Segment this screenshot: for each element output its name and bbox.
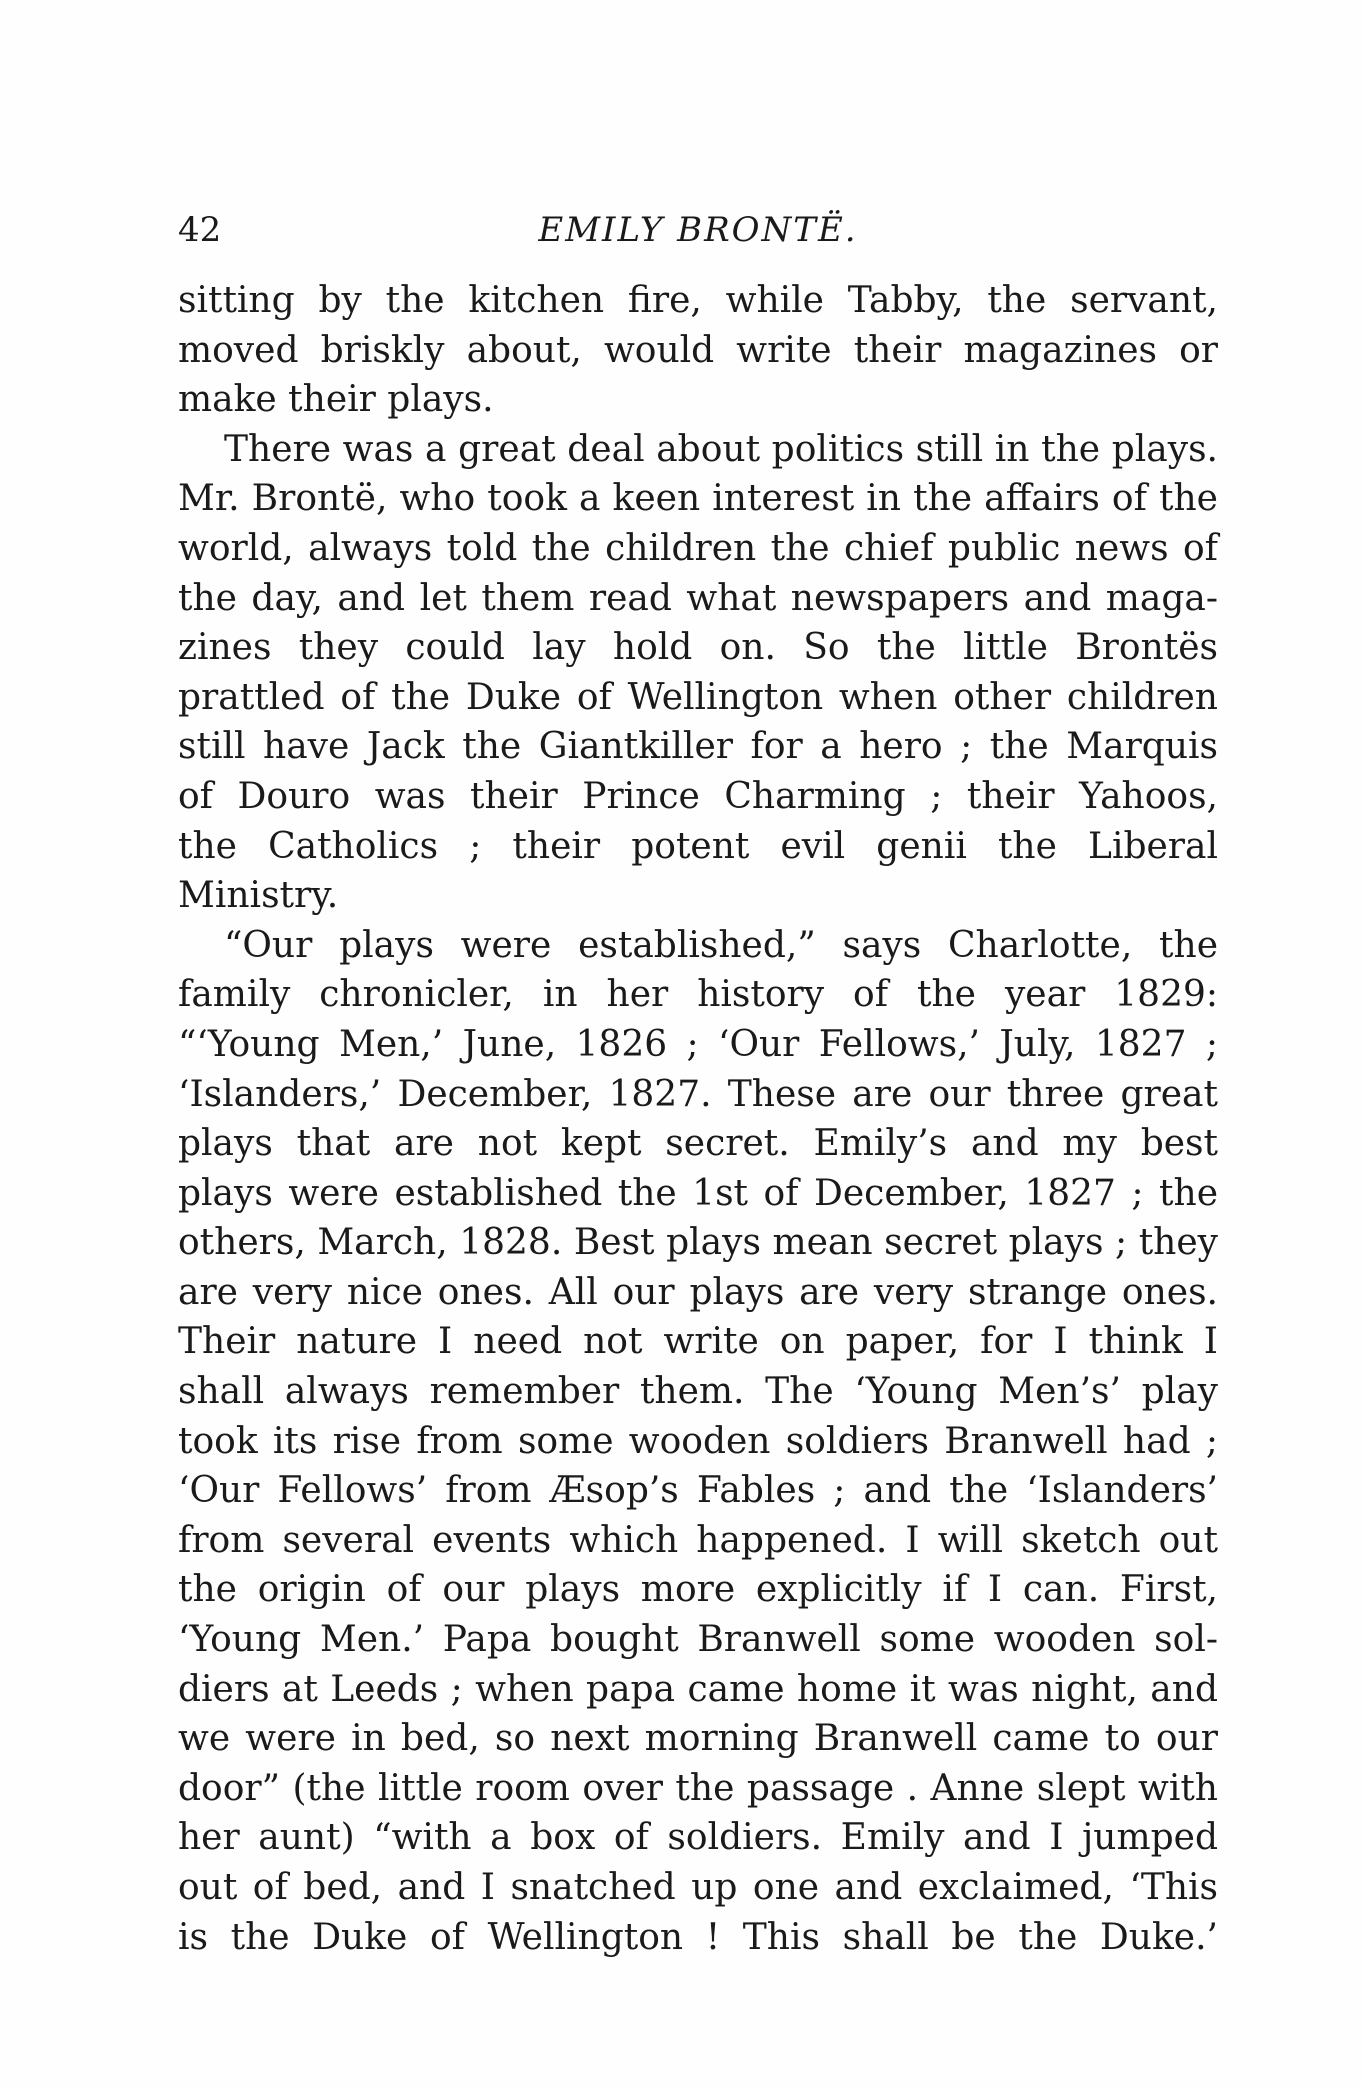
body-text [178,276,1218,1962]
text-line: is the Duke of Wellington ! This shall be the Duke.’ [178,1916,1218,1958]
text-line: we were in bed, so next morning Branwell came to our [178,1718,1218,1760]
text-line: Mr. Brontë, who took a keen interest in the affairs of the [178,478,1218,520]
text-line: Ministry. [178,875,339,917]
text-line: There was a great deal about politics still in the plays. [224,428,1218,470]
text-line: Their nature I need not write on paper, for I think I [178,1321,1218,1363]
text-line: took its rise from some wooden soldiers Branwell had ; [178,1420,1218,1462]
running-head [178,205,1218,255]
text-line: zines they could lay hold on. So the little Brontës [178,627,1218,669]
text-line: door” (the little room over the passage . Anne slept with [178,1767,1218,1809]
text-line: the day, and let them read what newspapers and maga- [178,577,1218,619]
text-line: out of bed, and I snatched up one and exclaimed, ‘This [178,1867,1218,1908]
text-line: plays that are not kept secret. Emily’s and my best [178,1123,1218,1165]
text-line: of Douro was their Prince Charming ; their Yahoos, [178,775,1218,817]
text-line: shall always remember them. The ‘Young Men’s’ play [178,1371,1218,1413]
text-line: ‘Our Fellows’ from Æsop’s Fables ; and the ‘Islanders’ [178,1470,1218,1512]
text-line: prattled of the Duke of Wellington when other children [178,676,1218,718]
text-line: still have Jack the Giantkiller for a hero ; the Marquis [178,726,1218,768]
text-line: the Catholics ; their potent evil genii the Liberal [178,825,1218,867]
text-line: family chronicler, in her history of the year 1829: [178,974,1218,1016]
text-line: from several events which happened. I will sketch out [178,1519,1218,1561]
text-line: her aunt) “with a box of soldiers. Emily and I jumped [178,1817,1218,1859]
text-line: ‘Islanders,’ December, 1827. These are our three great [178,1073,1218,1115]
running-title: EMILY BRONTË. [538,210,858,250]
text-line: “Our plays were established,” says Charlotte, the [224,924,1218,966]
text-line: the origin of our plays more explicitly if I can. First, [178,1569,1218,1611]
text-line: plays were established the 1st of December, 1827 ; the [178,1172,1218,1214]
text-line: sitting by the kitchen fire, while Tabby, the servant, [178,280,1218,321]
text-line: world, always told the children the chief public news of [178,527,1218,569]
text-line: moved briskly about, would write their magazines or [178,329,1218,371]
text-line: ‘Young Men.’ Papa bought Branwell some wooden sol- [178,1619,1218,1661]
text-line: diers at Leeds ; when papa came home it was night, and [178,1668,1218,1710]
text-line: “‘Young Men,’ June, 1826 ; ‘Our Fellows,’ July, 1827 ; [178,1023,1218,1065]
page-number: 42 [178,210,222,250]
text-line: others, March, 1828. Best plays mean secret plays ; they [178,1222,1218,1264]
text-line: make their plays. [178,379,494,421]
text-line: are very nice ones. All our plays are very strange ones. [178,1271,1218,1313]
